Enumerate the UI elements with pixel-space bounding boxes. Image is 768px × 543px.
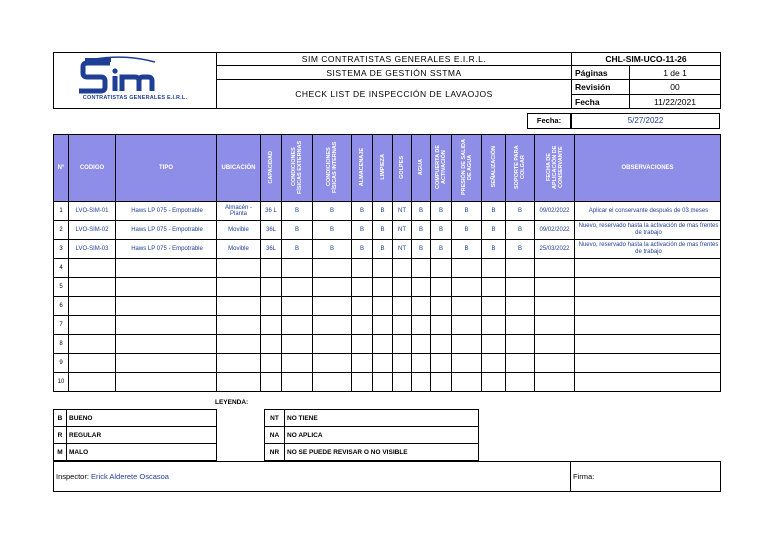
cell-cond-int[interactable]: B bbox=[313, 240, 352, 259]
col-ubicacion: UBICACIÓN bbox=[217, 135, 261, 202]
firma-field[interactable] bbox=[571, 462, 721, 492]
legend-text: NO APLICA bbox=[285, 427, 479, 444]
table-row bbox=[54, 202, 721, 221]
cell-cond-int[interactable]: B bbox=[313, 221, 352, 240]
legend-code: NT bbox=[265, 410, 285, 427]
inspector-field[interactable] bbox=[54, 462, 571, 492]
document-header bbox=[53, 52, 721, 109]
cell-presion[interactable]: B bbox=[452, 240, 482, 259]
company-logo bbox=[55, 53, 215, 108]
cell-fecha-aplic[interactable]: 25/03/2022 bbox=[535, 240, 575, 259]
cell-almacenaje[interactable]: B bbox=[352, 240, 373, 259]
empty-row bbox=[54, 259, 721, 278]
cell-agua[interactable]: B bbox=[412, 221, 431, 240]
cell-codigo[interactable]: LVO-SIM-01 bbox=[69, 202, 116, 221]
cell-limpieza[interactable]: B bbox=[373, 240, 393, 259]
revision-value: 00 bbox=[630, 80, 721, 95]
inspection-table bbox=[53, 134, 721, 392]
inspection-date-value[interactable]: 5/27/2022 bbox=[571, 113, 720, 129]
cell-n: 2 bbox=[54, 221, 69, 240]
cell-n: 3 bbox=[54, 240, 69, 259]
cell-compuerta[interactable]: B bbox=[431, 202, 452, 221]
legend-item bbox=[265, 444, 479, 461]
revision-label: Revisión bbox=[572, 80, 630, 95]
cell-agua[interactable]: B bbox=[412, 202, 431, 221]
firma-label: Firma: bbox=[573, 472, 595, 481]
legend-text: BUENO bbox=[67, 410, 217, 427]
cell-ubicacion[interactable]: Movible bbox=[217, 221, 261, 240]
logo-caption: CONTRATISTAS GENERALES E.I.R.L. bbox=[82, 95, 188, 101]
fecha-value: 11/22/2021 bbox=[630, 95, 721, 109]
col-almacenaje: ALMACENAJE bbox=[359, 147, 365, 187]
cell-soporte[interactable]: B bbox=[506, 202, 535, 221]
table-header-row bbox=[54, 135, 721, 202]
col-codigo: CODIGO bbox=[69, 135, 116, 202]
col-fecha-aplic: FECHA DE APLICACIÓN DE CONSERVANTE bbox=[545, 145, 564, 189]
inspector-name: Erick Alderete Oscasoa bbox=[91, 472, 169, 481]
cell-limpieza[interactable]: B bbox=[373, 221, 393, 240]
cell-n: 7 bbox=[54, 316, 69, 335]
cell-golpes[interactable]: NT bbox=[393, 221, 412, 240]
col-presion: PRESIÓN DE SALIDA DE AGUA bbox=[460, 139, 473, 195]
cell-golpes[interactable]: NT bbox=[393, 240, 412, 259]
cell-senalizacion[interactable]: B bbox=[482, 240, 506, 259]
col-n: N° bbox=[54, 135, 69, 202]
legend-item bbox=[265, 410, 479, 427]
cell-ubicacion[interactable]: Almacén - Planta bbox=[217, 202, 261, 221]
cell-fecha-aplic[interactable]: 09/02/2022 bbox=[535, 202, 575, 221]
legend-code: NR bbox=[265, 444, 285, 461]
cell-fecha-aplic[interactable]: 09/02/2022 bbox=[535, 221, 575, 240]
legend-text: REGULAR bbox=[67, 427, 217, 444]
legend-code: R bbox=[54, 427, 67, 444]
logo-cell bbox=[54, 53, 217, 109]
cell-n: 1 bbox=[54, 202, 69, 221]
legend-text: NO SE PUEDE REVISAR O NO VISIBLE bbox=[285, 444, 479, 461]
empty-row bbox=[54, 297, 721, 316]
col-tipo: TIPO bbox=[116, 135, 217, 202]
empty-row bbox=[54, 335, 721, 354]
col-limpieza: LIMPIEZA bbox=[379, 154, 386, 180]
legend-left bbox=[53, 409, 217, 461]
col-capacidad: CAPACIDAD bbox=[268, 150, 274, 184]
col-soporte: SOPORTE PARA COLGAR bbox=[514, 145, 526, 189]
col-compuerta: COMPUERTA DE ACTIVACIÓN bbox=[435, 145, 447, 189]
cell-codigo[interactable]: LVO-SIM-02 bbox=[69, 221, 116, 240]
cell-observaciones[interactable]: Nuevo, reservado hasta la activación de mas frentes de trabajo bbox=[575, 221, 721, 240]
cell-observaciones[interactable]: Aplicar el conservante después de 03 meses bbox=[575, 202, 721, 221]
paginas-value: 1 de 1 bbox=[630, 66, 721, 80]
cell-agua[interactable]: B bbox=[412, 240, 431, 259]
legend-code: B bbox=[54, 410, 67, 427]
cell-cond-ext[interactable]: B bbox=[282, 240, 313, 259]
empty-row bbox=[54, 278, 721, 297]
cell-presion[interactable]: B bbox=[452, 202, 482, 221]
cell-n: 6 bbox=[54, 297, 69, 316]
document-title: CHECK LIST DE INSPECCIÓN DE LAVAOJOS bbox=[217, 80, 572, 109]
fecha-label: Fecha bbox=[572, 95, 630, 109]
cell-capacidad[interactable]: 36 L bbox=[261, 202, 282, 221]
cell-cond-int[interactable]: B bbox=[313, 202, 352, 221]
col-senalizacion: SEÑALIZACIÓN bbox=[490, 146, 497, 188]
cell-limpieza[interactable]: B bbox=[373, 202, 393, 221]
col-cond-ext: CONDICIONES FÍSICAS EXTERNAS bbox=[291, 140, 303, 194]
document-code: CHL-SIM-UCO-11-26 bbox=[572, 53, 721, 66]
table-row bbox=[54, 221, 721, 240]
empty-row bbox=[54, 316, 721, 335]
col-observaciones: OBSERVACIONES bbox=[575, 135, 721, 202]
inspector-label: Inspector: bbox=[56, 472, 89, 481]
cell-cond-ext[interactable]: B bbox=[282, 202, 313, 221]
cell-tipo[interactable]: Haws LP 075 - Empotrable bbox=[116, 240, 217, 259]
legend-text: NO TIENE bbox=[285, 410, 479, 427]
signature-footer bbox=[53, 461, 721, 492]
inspection-date-label: Fecha: bbox=[527, 113, 571, 129]
cell-golpes[interactable]: NT bbox=[393, 202, 412, 221]
cell-soporte[interactable]: B bbox=[506, 221, 535, 240]
empty-row bbox=[54, 354, 721, 373]
empty-row bbox=[54, 373, 721, 392]
system-name: SISTEMA DE GESTIÓN SSTMA bbox=[217, 66, 572, 80]
cell-n: 5 bbox=[54, 278, 69, 297]
cell-cond-ext[interactable]: B bbox=[282, 221, 313, 240]
legend-text: MALO bbox=[67, 444, 217, 461]
cell-presion[interactable]: B bbox=[452, 221, 482, 240]
cell-n: 9 bbox=[54, 354, 69, 373]
legend-title: LEYENDA: bbox=[215, 399, 249, 406]
col-cond-int: CONDICIONES FÍSICAS INTERNAS bbox=[326, 141, 338, 193]
cell-n: 10 bbox=[54, 373, 69, 392]
legend-code: NA bbox=[265, 427, 285, 444]
cell-compuerta[interactable]: B bbox=[431, 240, 452, 259]
legend-item bbox=[54, 410, 217, 427]
cell-capacidad[interactable]: 36L bbox=[261, 240, 282, 259]
legend-item bbox=[54, 444, 217, 461]
cell-compuerta[interactable]: B bbox=[431, 221, 452, 240]
cell-capacidad[interactable]: 36L bbox=[261, 221, 282, 240]
cell-codigo[interactable]: LVO-SIM-03 bbox=[69, 240, 116, 259]
table-row bbox=[54, 240, 721, 259]
legend-item bbox=[265, 427, 479, 444]
cell-tipo[interactable]: Haws LP 075 - Empotrable bbox=[116, 221, 217, 240]
legend-item bbox=[54, 427, 217, 444]
cell-almacenaje[interactable]: B bbox=[352, 202, 373, 221]
col-golpes: GOLPES bbox=[399, 155, 405, 179]
cell-n: 8 bbox=[54, 335, 69, 354]
cell-ubicacion[interactable]: Movible bbox=[217, 240, 261, 259]
legend-code: M bbox=[54, 444, 67, 461]
company-name: SIM CONTRATISTAS GENERALES E.I.R.L. bbox=[217, 53, 572, 66]
paginas-label: Páginas bbox=[572, 66, 630, 80]
cell-soporte[interactable]: B bbox=[506, 240, 535, 259]
cell-observaciones[interactable]: Nuevo, reservado hasta la activación de mas frentes de trabajo bbox=[575, 240, 721, 259]
cell-n: 4 bbox=[54, 259, 69, 278]
cell-tipo[interactable]: Haws LP 075 - Empotrable bbox=[116, 202, 217, 221]
cell-senalizacion[interactable]: B bbox=[482, 221, 506, 240]
col-agua: AGUA bbox=[418, 158, 424, 176]
cell-almacenaje[interactable]: B bbox=[352, 221, 373, 240]
legend-right bbox=[264, 409, 479, 461]
cell-senalizacion[interactable]: B bbox=[482, 202, 506, 221]
